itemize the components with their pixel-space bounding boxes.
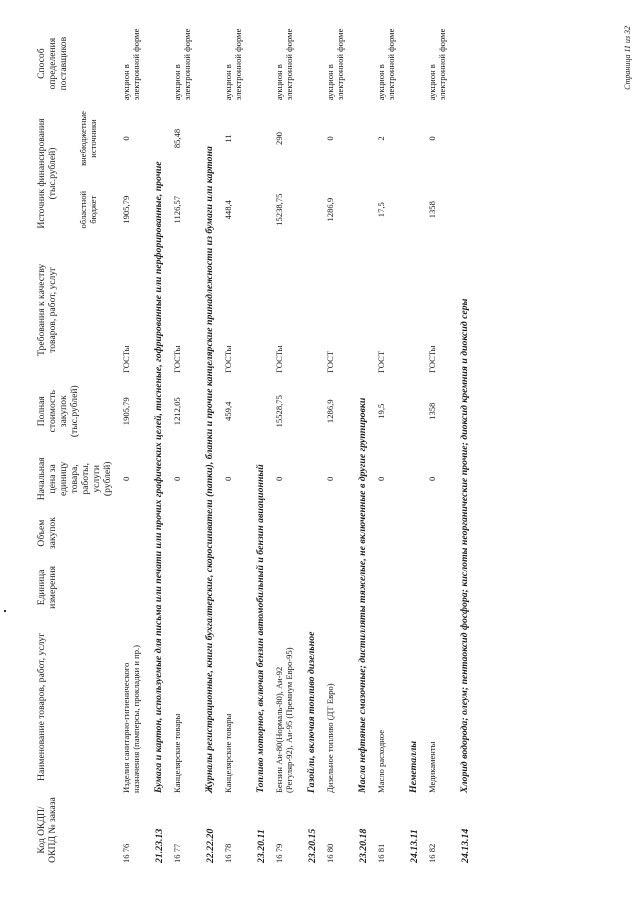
group-title: Газойли, включая топливо дизельное: [306, 631, 318, 793]
quality-requirements: ГОСТ: [325, 350, 336, 374]
volume-cell: [372, 510, 406, 556]
table-row: [372, 25, 406, 865]
unit-cell: [219, 556, 253, 619]
order-number: 16 78: [223, 843, 234, 863]
total-cost: 1905,79: [121, 397, 132, 426]
regional-budget: 17,5: [376, 202, 387, 218]
header-total: Полная стоимость закупок (тыс.рублей): [36, 385, 81, 438]
volume-cell: [321, 510, 355, 556]
group-code: 23.20.11: [256, 829, 267, 863]
total-cost: 19,5: [376, 403, 387, 419]
quality-requirements: ГОСТы: [121, 345, 132, 374]
group-row: [457, 25, 474, 865]
table-row: [321, 25, 355, 865]
item-name: Масло расходное: [376, 729, 387, 793]
regional-budget: 1286,9: [325, 197, 336, 222]
item-name: Канцелярские товары: [223, 713, 234, 793]
table-row: [423, 25, 457, 865]
order-number: 16 76: [121, 843, 132, 863]
unit-cell: [372, 556, 406, 619]
item-name: Дизельное топливо (ДТ Евро): [325, 683, 336, 793]
regional-budget: 15238,75: [274, 193, 285, 226]
extra-budget: 2: [376, 136, 387, 141]
extra-budget: 290: [274, 132, 285, 145]
price-cell: 0: [223, 476, 234, 481]
extra-budget: 85,48: [172, 128, 183, 149]
price-cell: 0: [325, 476, 336, 481]
group-row: [202, 25, 219, 865]
header-requirements: Требования к качеству товаров, работ, услуг: [36, 263, 59, 356]
extra-budget: 0: [325, 136, 336, 141]
order-number: 16 77: [172, 843, 183, 863]
extra-budget: 0: [121, 136, 132, 141]
total-cost: 459,4: [223, 401, 234, 421]
quality-requirements: ГОСТы: [427, 345, 438, 374]
unit-cell: [117, 556, 151, 619]
group-code: 21.23.13: [153, 828, 165, 863]
header-method: Способ определения поставщиков: [36, 36, 70, 91]
group-title: Журналы регистрационные, книги бухгалтерские, скоросшиватели (папки), бланки и прочие канцелярские принадлежности из бумаги или картона: [203, 146, 215, 793]
header-okpd: Код ОКДП/ ОКПД № заказа: [36, 797, 59, 863]
group-row: [253, 25, 270, 865]
regional-budget: 1905,79: [121, 195, 132, 224]
extra-budget: 11: [223, 134, 234, 143]
group-row: [304, 25, 321, 865]
total-cost: 15528,75: [274, 395, 285, 428]
procurement-method: аукцион в электронной форме: [172, 28, 193, 101]
procurement-table: [34, 25, 474, 865]
group-title: Масла нефтяные смазочные; дистилляты тяжелые, не включенные в другие группировки: [357, 397, 369, 793]
quality-requirements: ГОСТы: [172, 345, 183, 374]
group-row: [406, 25, 423, 865]
group-code: 24.13.11: [409, 829, 421, 863]
group-title: Неметаллы: [408, 740, 420, 793]
group-title: Бумага и картон, используемые для письма или печати или прочих графических целей, тисненые, гофрированные или перфорированные, прочие: [152, 161, 164, 793]
regional-budget: 1126,57: [172, 195, 183, 224]
volume-cell: [219, 510, 253, 556]
procurement-method: аукцион в электронной форме: [121, 28, 142, 101]
quality-requirements: ГОСТ: [376, 350, 387, 374]
procurement-method: аукцион в электронной форме: [274, 28, 295, 101]
header-funding: Источник финансирования (тыс.рублей): [36, 118, 59, 229]
total-cost: 1212,05: [172, 397, 183, 426]
page-footer: Страница 11 из 32: [623, 26, 632, 90]
item-name: Изделия санитарно-гигиенического назначения (памперсы, прокладки и пр.): [121, 644, 142, 793]
group-code: 22.22.20: [204, 828, 216, 863]
group-title: Топливо моторное, включая бензин автомобильный и бензин авиационный: [255, 464, 266, 793]
group-code: 23.20.18: [358, 828, 370, 863]
volume-cell: [270, 510, 304, 556]
procurement-method: аукцион в электронной форме: [223, 28, 244, 101]
order-number: 16 79: [274, 843, 285, 863]
group-code: 23.20.15: [307, 828, 319, 863]
volume-cell: [168, 510, 202, 556]
header-unit: Единица измерения: [36, 566, 59, 609]
group-title: Хлорид водорода; олеум; пентаоксид фосфора; кислоты неорганические прочие; диоксид кремния и диоксид серы: [459, 298, 471, 793]
header-volume: Объем закупок: [36, 517, 59, 550]
volume-cell: [117, 510, 151, 556]
price-cell: 0: [274, 476, 285, 481]
group-code: 24.13.14: [460, 828, 472, 863]
header-funding-regional: областной бюджет: [78, 190, 98, 229]
order-number: 16 80: [325, 843, 336, 863]
unit-cell: [423, 556, 457, 619]
price-cell: 0: [121, 476, 132, 481]
total-cost: 1358: [427, 402, 438, 420]
quality-requirements: ГОСТы: [274, 345, 285, 374]
volume-cell: [423, 510, 457, 556]
header-name: Наименование товаров, работ, услуг: [36, 632, 47, 781]
quality-requirements: ГОСТы: [223, 345, 234, 374]
unit-cell: [321, 556, 355, 619]
procurement-method: аукцион в электронной форме: [376, 28, 397, 101]
table-row: [117, 25, 151, 865]
item-name: Канцелярские товары: [172, 713, 183, 793]
table-row: [168, 25, 202, 865]
header-price: Начальная цена за единицу товара, работы, услуги (рублей): [36, 457, 114, 501]
procurement-method: аукцион в электронной форме: [427, 28, 448, 101]
price-cell: 0: [172, 476, 183, 481]
table-row: [219, 25, 253, 865]
header-funding-extra: внебюджетные источники: [78, 111, 98, 166]
price-cell: 0: [427, 476, 438, 481]
price-cell: 0: [376, 476, 387, 481]
table-row: [270, 25, 304, 865]
unit-cell: [270, 556, 304, 619]
extra-budget: 0: [427, 136, 438, 141]
procurement-method: аукцион в электронной форме: [325, 28, 346, 101]
total-cost: 1286,9: [325, 399, 336, 424]
table-body: [117, 25, 474, 865]
group-row: [355, 25, 372, 865]
scan-speck: [4, 610, 6, 612]
unit-cell: [168, 556, 202, 619]
regional-budget: 448,4: [223, 200, 234, 220]
item-name: Медикаменты: [427, 741, 438, 793]
order-number: 16 81: [376, 843, 387, 863]
order-number: 16 82: [427, 843, 438, 863]
item-name: Бензин Аи-80(Нормаль-80), Аи-92 (Регуляр-92), Аи-95 (Премиум Евро-95): [274, 647, 295, 793]
regional-budget: 1358: [427, 201, 438, 219]
group-row: [151, 25, 168, 865]
